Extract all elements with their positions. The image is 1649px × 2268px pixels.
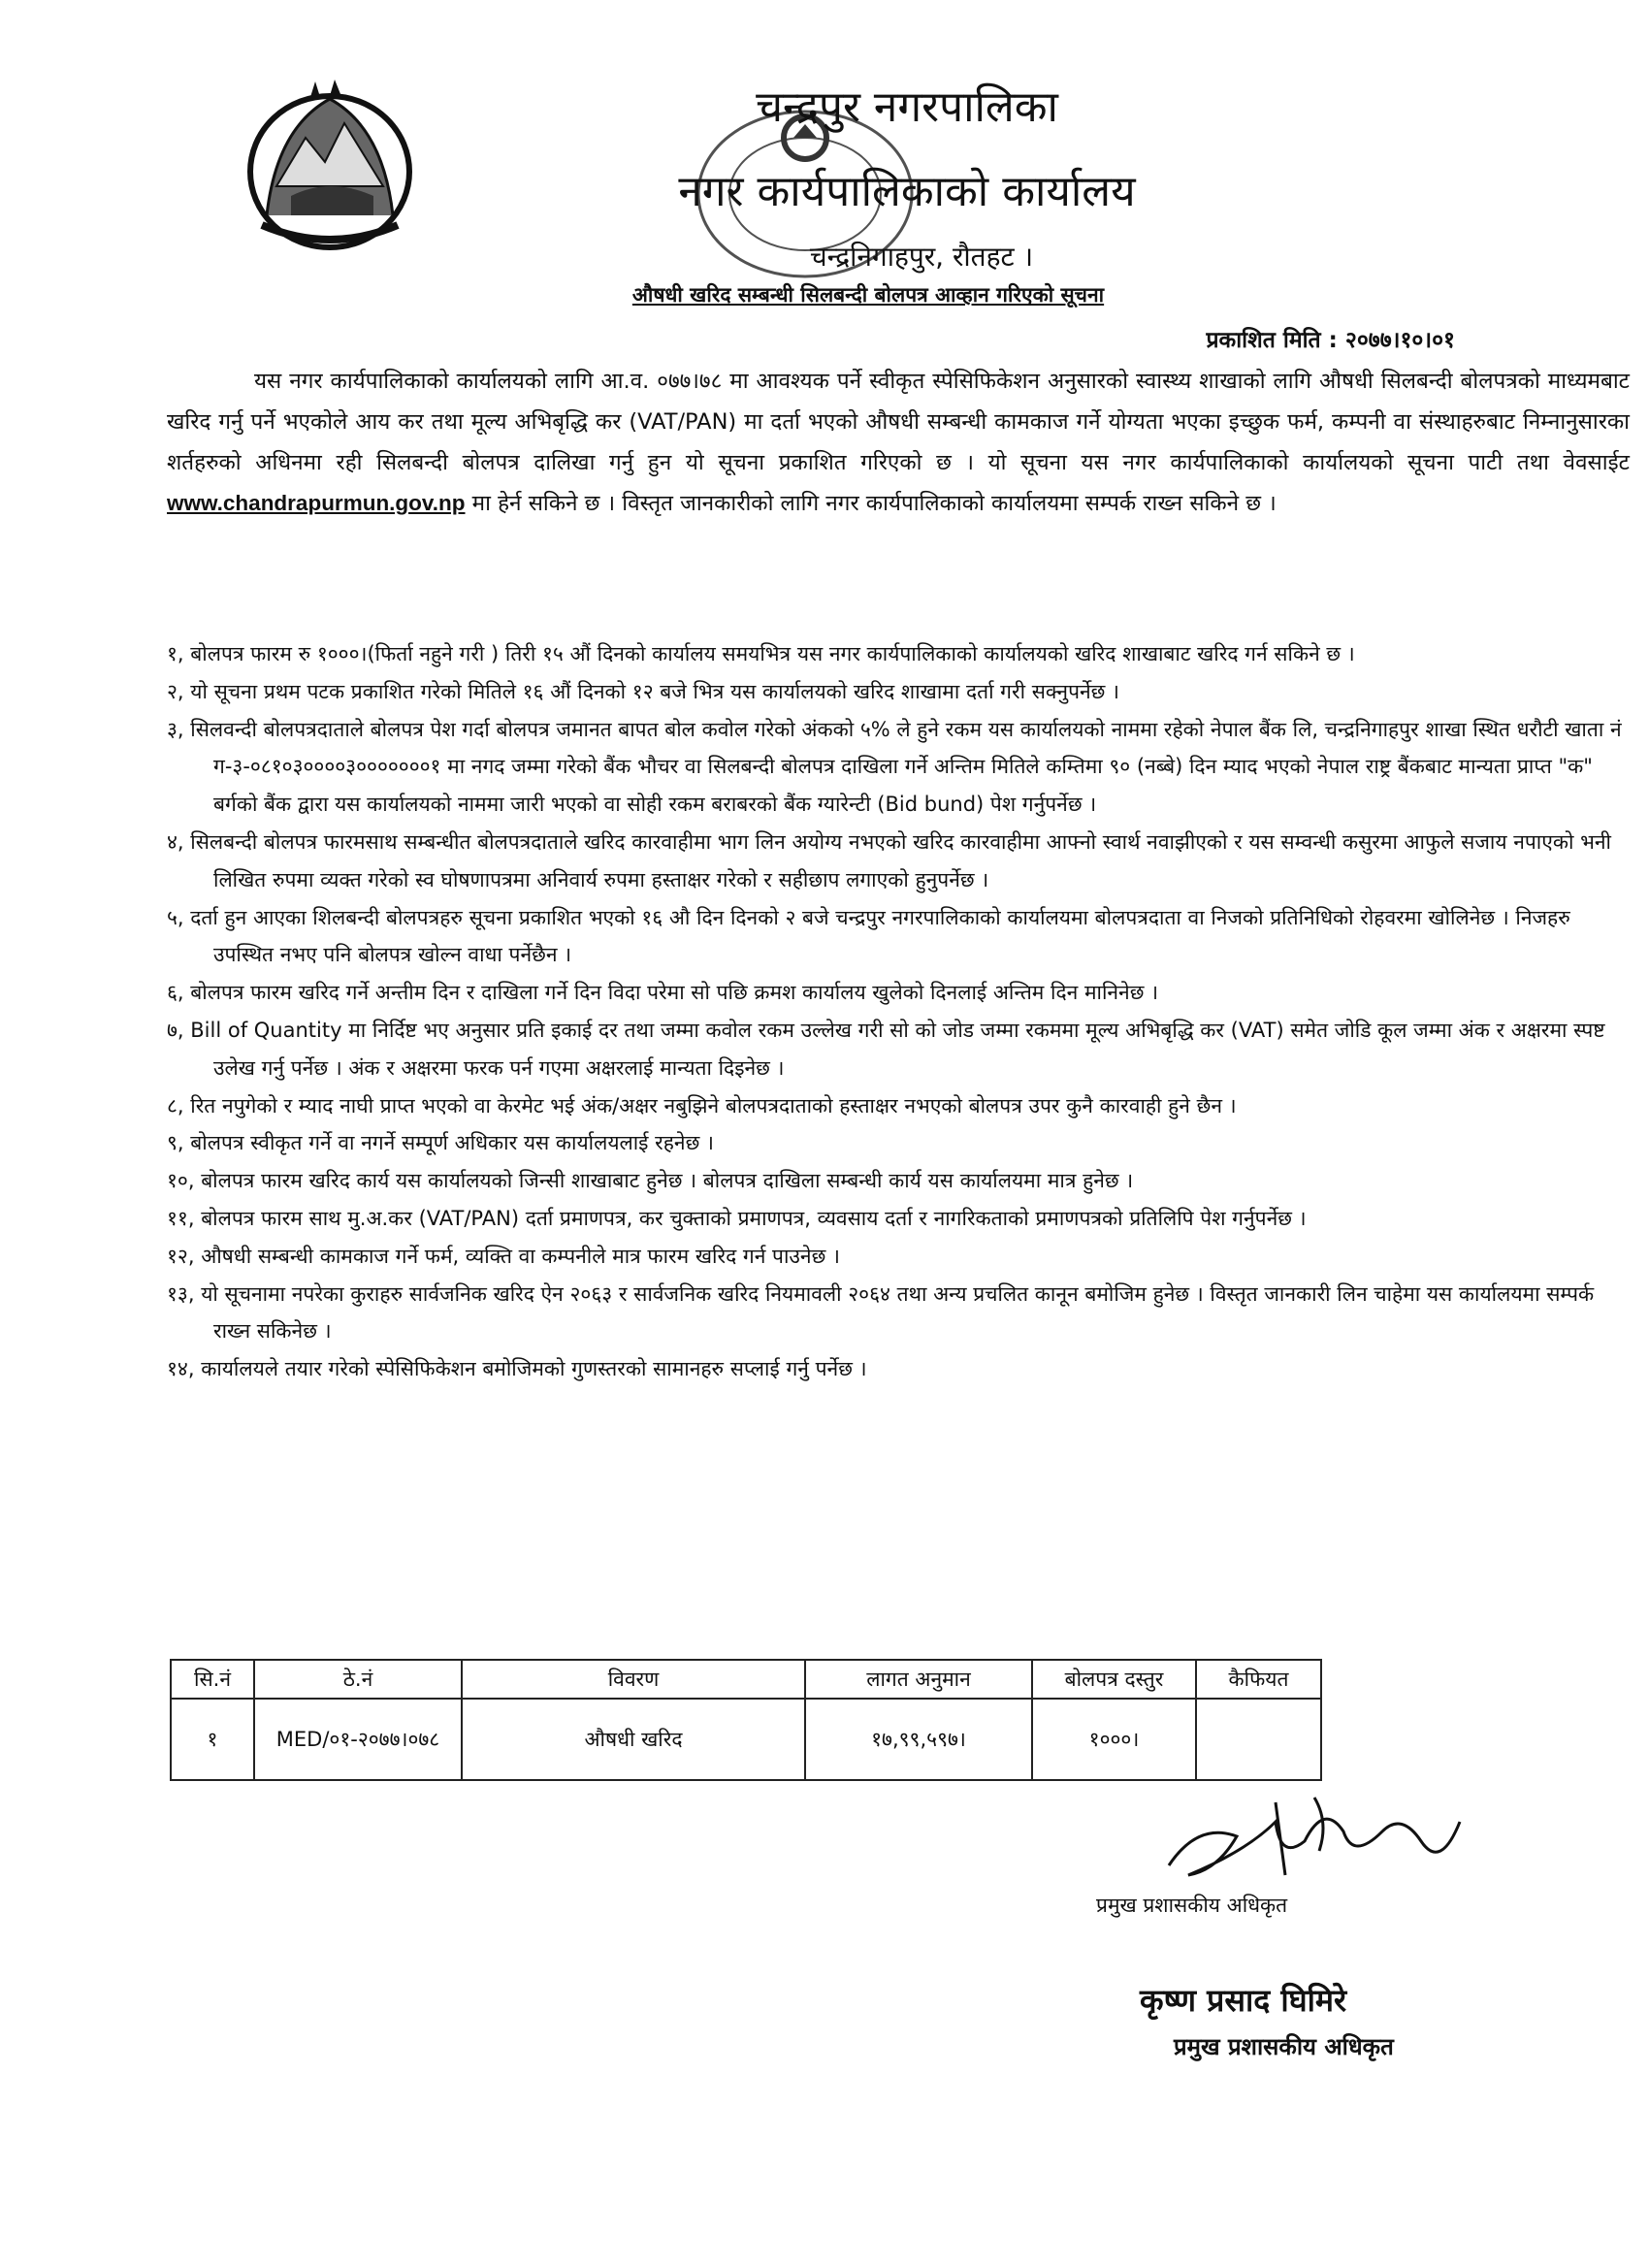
cell-sn: १ — [171, 1699, 254, 1780]
intro-text-end: मा हेर्न सकिने छ । विस्तृत जानकारीको लागि नगर कार्यपालिकाको कार्यालयमा सम्पर्क राख्न सकिने छ । — [471, 491, 1277, 516]
signer-title: प्रमुख प्रशासकीय अधिकृत — [1096, 1894, 1288, 1917]
col-header-sn: सि.नं — [171, 1660, 254, 1699]
condition-item: १२, औषधी सम्बन्धी कामकाज गर्ने फर्म, व्यक्ति वा कम्पनीले मात्र फारम खरिद गर्न पाउनेछ । — [167, 1244, 840, 1268]
handwritten-signature — [1159, 1783, 1470, 1890]
col-header-contract-no: ठे.नं — [254, 1660, 462, 1699]
col-header-remarks: कैफियत — [1196, 1660, 1321, 1699]
condition-item: १४, कार्यालयले तयार गरेको स्पेसिफिकेशन बमोजिमको गुणस्तरको सामानहरु सप्लाई गर्नु पर्नेछ । — [167, 1357, 867, 1381]
condition-item: ६, बोलपत्र फारम खरिद गर्ने अन्तीम दिन र दाखिला गर्ने दिन विदा परेमा सो पछि क्रमश कार्यालय खुलेको दिनलाई अन्तिम दिन मानिनेछ । — [167, 981, 1159, 1005]
published-date: प्रकाशित मिति : २०७७।१०।०१ — [1206, 328, 1455, 353]
conditions-list — [167, 635, 1632, 1388]
notice-subject: औषधी खरिद सम्बन्धी सिलबन्दी बोलपत्र आव्हान गरिएको सूचना — [631, 283, 1105, 307]
condition-item: ४, सिलबन्दी बोलपत्र फारमसाथ सम्बन्धीत बोलपत्रदाताले खरिद कारवाहीमा भाग लिन अयोग्य नभएको खरिद कारवाहीमा आफ्नो स्वार्थ नवाझीएको र यस सम्वन्धी कसुरमा आफुले सजाय नपाएको भनी लिखित रुपमा व्यक्त गरेको स्व घोषणापत्रमा अनिवार्य रुपमा हस्ताक्षर गरेको र सहीछाप लगाएको हुनुपर्नेछ । — [167, 829, 1611, 891]
org-name: चन्द्रपुर नगरपालिका — [756, 82, 1058, 132]
intro-paragraph — [167, 361, 1630, 524]
intro-text: यस नगर कार्यपालिकाको कार्यालयको लागि आ.व. ०७७।७८ मा आवश्यक पर्ने स्वीकृत स्पेसिफिकेशन अनुसारको स्वास्थ्य शाखाको लागि औषधी सिलबन्दी बोलपत्रको माध्यमबाट खरिद गर्नु पर्ने भएकोले आय कर तथा मूल्य अभिबृद्धि कर (VAT/PAN) मा दर्ता भएको औषधी सम्बन्धी कामकाज गर्ने योग्यता भएका इच्छुक फर्म, कम्पनी वा संस्थाहरुबाट निम्नानुसारका शर्तहरुको अधिनमा रही सिलबन्दी बोलपत्र दालिखा गर्नु हुन यो सूचना प्रकाशित गरिएको छ । यो सूचना यस नगर कार्यपालिकाको कार्यालयको सूचना पाटी तथा वेवसाईट — [167, 369, 1630, 475]
table-header-row — [171, 1660, 1321, 1699]
condition-item: ३, सिलवन्दी बोलपत्रदाताले बोलपत्र पेश गर्दा बोलपत्र जमानत बापत बोल कवोल गरेको अंकको ५% ले हुने रकम यस कार्यालयको नाममा रहेको नेपाल बैंक लि, चन्द्रनिगाहपुर शाखा स्थित धरौटी खाता नं ग-३-०८१०३००००३०००००००१ मा नगद जम्मा गरेको बैंक भौचर वा सिलबन्दी बोलपत्र दाखिला गर्ने अन्तिम मितिले कम्तिमा ९० (नब्बे) दिन म्याद भएको नेपाल राष्ट्र बैंकबाट मान्यता प्राप्त "क" बर्गको बैंक द्वारा यस कार्यालयको नाममा जारी भएको वा सोही रकम बराबरको बैंक ग्यारेन्टी (Bid bund) पेश गर्नुपर्नेछ । — [167, 717, 1622, 817]
office-name: नगर कार्यपालिकाको कार्यालय — [678, 167, 1136, 216]
website-link[interactable]: www.chandrapurmun.gov.np — [167, 491, 466, 515]
condition-item: ९, बोलपत्र स्वीकृत गर्ने वा नगर्ने सम्पूर्ण अधिकार यस कार्यालयलाई रहनेछ । — [167, 1131, 714, 1155]
col-header-description: विवरण — [462, 1660, 805, 1699]
cell-bid-fee: १०००। — [1032, 1699, 1196, 1780]
condition-item: ५, दर्ता हुन आएका शिलबन्दी बोलपत्रहरु सूचना प्रकाशित भएको १६ औ दिन दिनको २ बजे चन्द्रपुर नगरपालिकाको कार्यालयमा बोलपत्रदाता वा निजको प्रतिनिधिको रोहवरमा खोलिनेछ । निजहरु उपस्थित नभए पनि बोलपत्र खोल्न वाधा पर्नेछैन । — [167, 905, 1570, 967]
col-header-cost-estimate: लागत अनुमान — [805, 1660, 1032, 1699]
table-row — [171, 1699, 1321, 1780]
cell-remarks — [1196, 1699, 1321, 1780]
cell-cost-estimate: १७,९९,५९७। — [805, 1699, 1032, 1780]
condition-item: ८, रित नपुगेको र म्याद नाघी प्राप्त भएको वा केरमेट भई अंक/अक्षर नबुझिने बोलपत्रदाताको हस्ताक्षर नभएको बोलपत्र उपर कुनै कारवाही हुने छैन । — [167, 1093, 1237, 1118]
cell-contract-no: MED/०१-२०७७।०७८ — [254, 1699, 462, 1780]
office-address: चन्द्रनिगाहपुर, रौतहट । — [809, 241, 1034, 273]
officer-name: कृष्ण प्रसाद घिमिरे — [1140, 1982, 1347, 2019]
condition-item: ११, बोलपत्र फारम साथ मु.अ.कर (VAT/PAN) दर्ता प्रमाणपत्र, कर चुक्ताको प्रमाणपत्र, व्यवसाय दर्ता र नागरिकताको प्रमाणपत्रको प्रतिलिपि पेश गर्नुपर्नेछ । — [167, 1206, 1307, 1230]
cell-description: औषधी खरिद — [462, 1699, 805, 1780]
officer-title: प्रमुख प्रशासकीय अधिकृत — [1174, 2033, 1394, 2060]
condition-item: १०, बोलपत्र फारम खरिद कार्य यस कार्यालयको जिन्सी शाखाबाट हुनेछ । बोलपत्र दाखिला सम्बन्धी कार्य यस कार्यालयमा मात्र हुनेछ । — [167, 1169, 1134, 1193]
condition-item: १, बोलपत्र फारम रु १०००।(फिर्ता नहुने गरी ) तिरी १५ औं दिनको कार्यालय समयभित्र यस नगर कार्यपालिकाको कार्यालयको खरिद शाखाबाट खरिद गर्न सकिने छ । — [167, 642, 1355, 665]
condition-item: २, यो सूचना प्रथम पटक प्रकाशित गरेको मितिले १६ औं दिनको १२ बजे भित्र यस कार्यालयको खरिद शाखामा दर्ता गरी सक्नुपर्नेछ । — [167, 679, 1120, 703]
tender-table — [170, 1659, 1322, 1781]
condition-item: १३, यो सूचनामा नपरेका कुराहरु सार्वजनिक खरिद ऐन २०६३ र सार्वजनिक खरिद नियमावली २०६४ तथा अन्य प्रचलित कानून बमोजिम हुनेछ । विस्तृत जानकारी लिन चाहेमा यस कार्यालयमा सम्पर्क राख्न सकिनेछ । — [167, 1281, 1595, 1344]
condition-item: ७, Bill of Quantity मा निर्दिष्ट भए अनुसार प्रति इकाई दर तथा जम्मा कवोल रकम उल्लेख गरी सो को जोड जम्मा रकममा मूल्य अभिबृद्धि कर (VAT) समेत जोडि कूल जम्मा अंक र अक्षरमा स्पष्ट उलेख गर्नु पर्नेछ । अंक र अक्षरमा फरक पर्न गएमा अक्षरलाई मान्यता दिइनेछ । — [167, 1018, 1605, 1080]
col-header-bid-fee: बोलपत्र दस्तुर — [1032, 1660, 1196, 1699]
